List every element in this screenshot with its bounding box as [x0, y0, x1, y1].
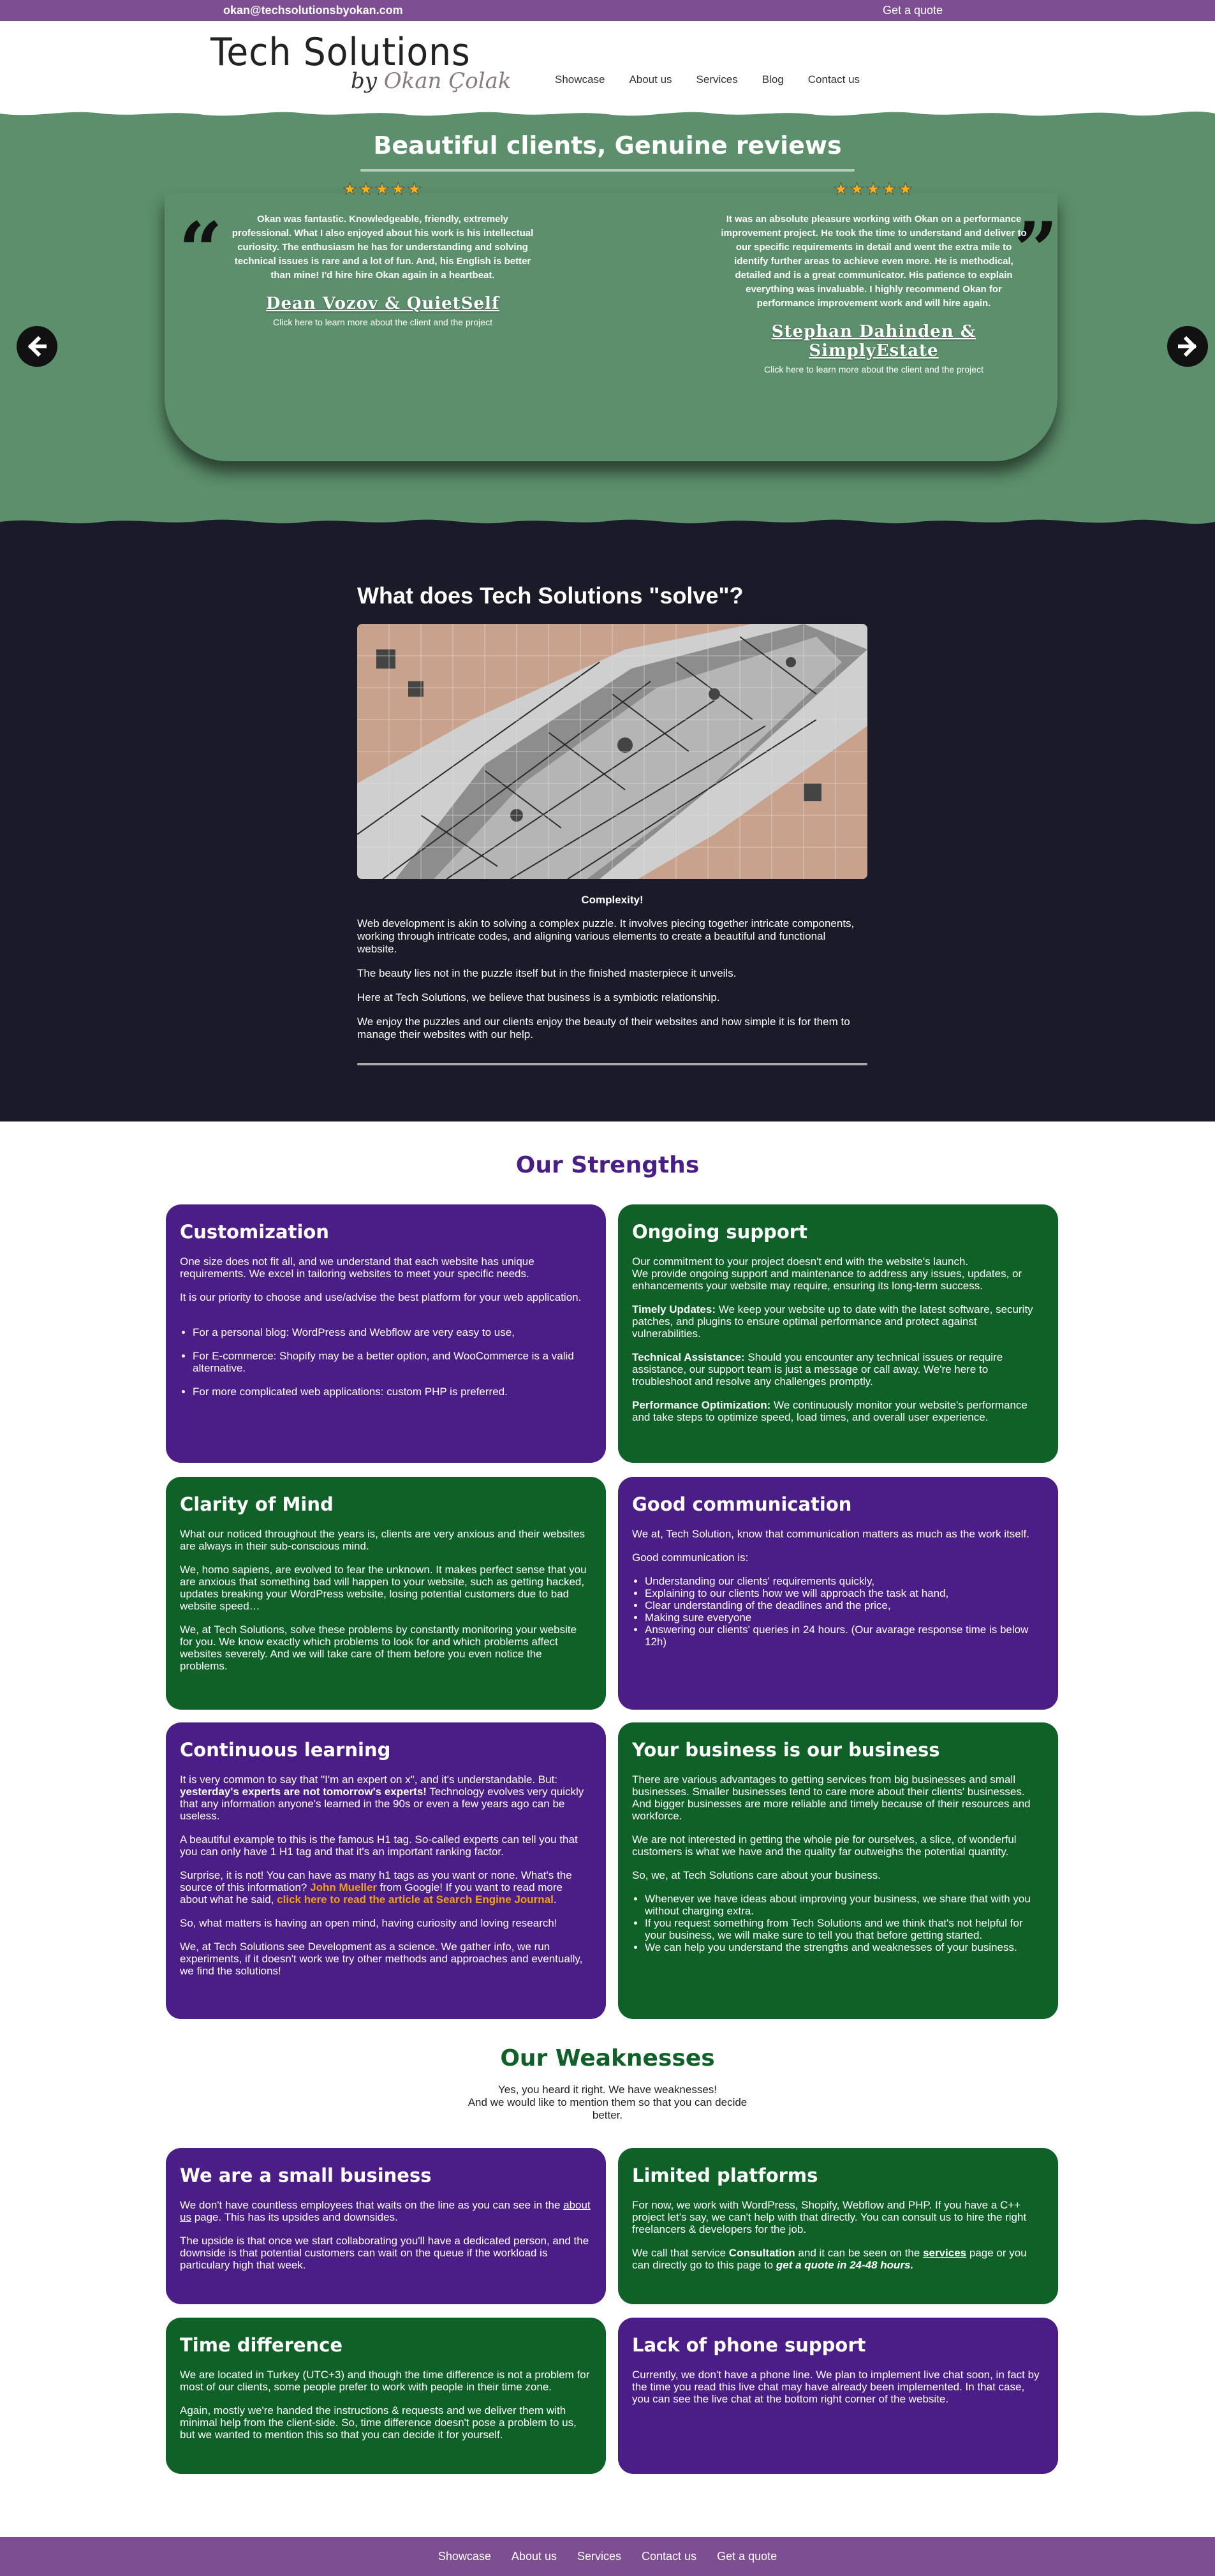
about-us-link-text: about us — [180, 2199, 591, 2223]
list-item: • If you request something from Tech Solutions and we think that's not helpful for your business, we will make sure to tell you that before getting started. — [645, 1917, 1044, 1941]
card-title: Time difference — [180, 2334, 343, 2356]
site-logo[interactable] — [210, 30, 512, 94]
review-more-link[interactable]: Click here to learn more about the client and the project — [764, 364, 983, 374]
nav-about-us[interactable]: About us — [629, 73, 672, 85]
card-title: Customization — [180, 1221, 329, 1243]
solve-section — [0, 535, 1215, 1121]
card-text: We are not interested in getting the whole pie for ourselves, a slice, of wonderful customers is what we have and the quality far outweighs the potential quantity. — [632, 1833, 1017, 1858]
weakness-card-time-difference — [166, 2318, 606, 2474]
services-link-text: services — [923, 2247, 967, 2259]
solve-paragraph: Here at Tech Solutions, we believe that business is a symbiotic relationship. — [357, 991, 720, 1003]
quote-page-link-text: get a quote in 24-48 hours. — [776, 2259, 914, 2271]
card-text: We are located in Turkey (UTC+3) and though the time difference is not a problem for most of our clients, some people prefer to work with people in their time zone. — [180, 2369, 590, 2393]
card-title: We are a small business — [180, 2165, 432, 2186]
open-quote-icon: “ — [179, 205, 223, 295]
star-rating-icon: ★★★★★ — [833, 179, 915, 198]
nav-contact-us[interactable]: Contact us — [807, 73, 860, 85]
close-quote-icon: ” — [1014, 205, 1059, 295]
quote-page-link[interactable] — [776, 2259, 913, 2271]
solve-body — [357, 917, 867, 1053]
card-text: Currently, we don't have a phone line. We plan to implement live chat soon, in fact by the time you read this live chat may have already been implemented. In that case, you can see the live chat at the bottom right corner of the website. — [632, 2369, 1040, 2405]
card-text — [180, 1869, 592, 1906]
card-title: Lack of phone support — [632, 2334, 866, 2356]
card-title: Ongoing support — [632, 1221, 807, 1243]
main-nav — [555, 73, 884, 86]
logo-author: Okan Çolak — [383, 68, 512, 94]
image-caption: Complexity! — [581, 894, 644, 906]
section-divider — [357, 1063, 867, 1065]
solve-title: What does Tech Solutions "solve"? — [357, 582, 744, 609]
card-text: Good communication is: — [632, 1551, 749, 1564]
strength-card-learning — [166, 1722, 606, 2019]
card-term: Timely Updates: — [632, 1303, 716, 1315]
card-text-part: and it can be seen on the — [795, 2247, 924, 2259]
strength-card-clarity — [166, 1477, 606, 1710]
card-text-part: Technology evolves very quickly that any information anyone's learned in the 90s or even a few years ago can be useless. — [180, 1786, 584, 1822]
review-card — [230, 179, 536, 327]
card-text: We at, Tech Solution, know that communication matters as much as the work itself. — [632, 1528, 1029, 1540]
card-text: So, we, at Tech Solutions care about your business. — [632, 1869, 881, 1881]
card-emphasis: Consultation — [728, 2247, 795, 2259]
solve-paragraph: The beauty lies not in the puzzle itself but in the finished masterpiece it unveils. — [357, 967, 737, 979]
card-text: For now, we work with WordPress, Shopify, Webflow and PHP. If you have a C++ project let's say, we can't help with that directly. You can consult us to hire the right freelancers & developers for the job. — [632, 2199, 1027, 2235]
john-mueller-link[interactable]: John Mueller — [310, 1881, 377, 1893]
card-title: Good communication — [632, 1493, 852, 1515]
card-description: We continuously monitor your website's performance and take steps to optimize speed, load times, and overall user experience. — [632, 1399, 1027, 1423]
card-text: There are various advantages to getting services from big businesses and small businesses. Smaller businesses tend to care more about their clients' businesses. And bigger businesses are more reliable and timely because of their resources and workforce. — [632, 1773, 1031, 1822]
card-title: Continuous learning — [180, 1739, 391, 1761]
card-text-part: Surprise, it is not! You can have as many h1 tags as you want or none. What's the source of this information? — [180, 1869, 572, 1893]
card-description: Should you encounter any technical issues or require assistance, our support team is just a message or call away. We're here to troubleshoot and resolve any challenges promptly. — [632, 1351, 1003, 1388]
subtitle-line: And we would like to mention them so that you can decide better. — [468, 2096, 747, 2121]
card-text-part: We call that service — [632, 2247, 729, 2259]
email-link[interactable]: okan@techsolutionsbyokan.com — [223, 4, 403, 17]
card-text: Again, mostly we're handed the instructions & requests and we deliver them with minimal help from the client-side. So, time difference doesn't pose a problem to us, but we wanted to mention this so that you can decide it for yourself. — [180, 2404, 577, 2441]
weakness-card-small-business — [166, 2148, 606, 2304]
strength-card-business — [618, 1722, 1058, 2019]
logo-by: by — [351, 68, 377, 94]
reviewer-name-link[interactable]: Dean Vozov & QuietSelf — [265, 294, 500, 313]
review-more-link[interactable]: Click here to learn more about the client and the project — [273, 317, 492, 327]
card-text: It is our priority to choose and use/advise the best platform for your web application. — [180, 1291, 582, 1303]
card-text — [632, 2247, 1044, 2271]
strengths-title: Our Strengths — [515, 1152, 700, 1178]
star-rating-icon: ★★★★★ — [342, 179, 423, 198]
header — [0, 21, 1215, 101]
review-text: Okan was fantastic. Knowledgeable, friendly, extremely professional. What I also enjoyed about his work is his intellectual curiosity. The enthusiasm he has for understanding and solving technical issues is rare and a lot of fun. And, his English is better than mine! I'd hire hire Okan again in a heartbeat. — [232, 214, 534, 281]
card-emphasis: yesterday's experts are not tomorrow's experts! — [180, 1786, 427, 1798]
list-item: • Clear understanding of the deadlines and the price, — [645, 1599, 1044, 1611]
card-text: What our noticed throughout the years is, clients are very anxious and their websites are always in their sub-conscious mind. — [180, 1528, 585, 1552]
title-divider — [360, 169, 855, 172]
nav-blog[interactable]: Blog — [762, 73, 784, 85]
logo-byline — [351, 68, 511, 94]
card-text: We, homo sapiens, are evolved to fear the unknown. It makes perfect sense that you are anxious that something bad will happen to your website, such as getting hacked, updates breaking your WordPress website, losing potential customers due to bad website speed… — [180, 1564, 587, 1612]
card-text-line: We provide ongoing support and maintenance to address any issues, updates, or enhancements your website may require, ensuring its long-term success. — [632, 1268, 1022, 1292]
card-text-part: page. This has its upsides and downsides. — [191, 2211, 398, 2223]
footer-quote-link[interactable]: Get a quote — [717, 2550, 777, 2563]
review-card — [721, 179, 1027, 374]
card-text: One size does not fit all, and we understand that each website has unique requirements. We excel in tailoring websites to meet your specific needs. — [180, 1255, 534, 1280]
reviewer-name-link[interactable]: Stephan Dahinden & SimplyEstate — [771, 322, 976, 360]
card-text — [632, 1255, 1044, 1292]
weaknesses-title: Our Weaknesses — [500, 2045, 715, 2071]
strength-card-support — [618, 1204, 1058, 1463]
card-title: Your business is our business — [632, 1739, 940, 1761]
strength-card-customization — [166, 1204, 606, 1463]
next-arrow-icon[interactable] — [1167, 326, 1208, 367]
strength-card-communication — [618, 1477, 1058, 1710]
review-text: It was an absolute pleasure working with Okan on a performance improvement project. He took the time to understand and deliver to our specific requirements in detail and went the extra mile to identify further areas to achieve even more. He is methodical, detailed and is a great communicator. His patience to explain everything was invaluable. I highly recommend Okan for performance improvement work and will hire again. — [721, 214, 1027, 309]
card-term: Technical Assistance: — [632, 1351, 745, 1363]
card-text-part: It is very common to say that "I'm an expert on x", and it's understandable. But: — [180, 1773, 558, 1786]
nav-showcase[interactable]: Showcase — [555, 73, 605, 85]
weakness-card-phone-support — [618, 2318, 1058, 2474]
card-title: Limited platforms — [632, 2165, 818, 2186]
reviews-title: Beautiful clients, Genuine reviews — [373, 131, 842, 159]
card-text — [180, 1773, 592, 1822]
business-list — [645, 1893, 1044, 1953]
footer-about-link[interactable]: About us — [511, 2550, 557, 2563]
top-bar — [0, 0, 1215, 21]
list-item: • For E-commerce: Shopify may be a better option, and WooCommerce is a valid alternative. — [193, 1350, 592, 1374]
footer-nav — [0, 2537, 1215, 2576]
card-text: The upside is that once we start collaborating you'll have a dedicated person, and the downside is that potential customers can wait on the queue if the workload is particulary high that week. — [180, 2235, 589, 2271]
card-text-part: page or you can directly go to this page to — [632, 2247, 1027, 2271]
solve-paragraph: We enjoy the puzzles and our clients enjoy the beauty of their websites and how simple it is for them to manage their websites with our help. — [357, 1016, 850, 1040]
get-quote-link[interactable]: Get a quote — [883, 4, 943, 17]
list-item: • Making sure everyone — [645, 1611, 1044, 1624]
card-text: We, at Tech Solutions see Development as a science. We gather info, we run experiments, if it doesn't work we try other methods and approaches and eventually, we find the solutions! — [180, 1941, 583, 1977]
search-engine-journal-link[interactable]: click here to read the article at Search Engine Journal — [277, 1893, 554, 1906]
solve-paragraph: Web development is akin to solving a complex puzzle. It involves piecing together intricate components, working through intricate codes, and aligning various elements to create a beautiful and functional website. — [357, 917, 855, 955]
card-text-part: from Google! If you want to read more about what he said, — [180, 1881, 563, 1906]
card-text: So, what matters is having an open mind, having curiosity and loving research! — [180, 1917, 557, 1929]
list-item: • We can help you understand the strengths and weaknesses of your business. — [645, 1941, 1044, 1953]
platform-list — [193, 1326, 592, 1398]
card-term: Performance Optimization: — [632, 1399, 771, 1411]
wave-divider-top — [0, 100, 1215, 125]
list-item: • Answering our clients' queries in 24 hours. (Our avarage response time is below 12h) — [645, 1624, 1044, 1648]
card-title: Clarity of Mind — [180, 1493, 334, 1515]
card-description: We keep your website up to date with the latest software, security patches, and plugins to ensure optimal performance and protect against vulnerabilities. — [632, 1303, 1033, 1340]
wave-divider-bottom — [0, 510, 1215, 536]
card-text: We, at Tech Solutions, solve these problems by constantly monitoring your website for you. We know exactly which problems to look for and which problems affect websites severely. And we will take care of them before you even notice the problems. — [180, 1624, 577, 1672]
logo-title: Tech Solutions — [210, 30, 471, 75]
footer-showcase-link[interactable]: Showcase — [438, 2550, 491, 2563]
nav-services[interactable]: Services — [696, 73, 738, 85]
card-text — [632, 1351, 1044, 1388]
list-item: • For a personal blog: WordPress and Webflow are very easy to use, — [193, 1326, 592, 1338]
list-item: • Understanding our clients' requirements quickly, — [645, 1575, 1044, 1587]
footer-contact-link[interactable]: Contact us — [642, 2550, 697, 2563]
list-item: • Whenever we have ideas about improving your business, we share that with you without charging extra. — [645, 1893, 1044, 1917]
card-text — [632, 1303, 1044, 1340]
card-text — [180, 2199, 592, 2223]
card-text: A beautiful example to this is the famous H1 tag. So-called experts can tell you that you can only have 1 H1 tag and that it's an important ranking factor. — [180, 1833, 578, 1858]
puzzle-image — [357, 624, 867, 879]
card-text-line: Our commitment to your project doesn't end with the website's launch. — [632, 1255, 969, 1268]
communication-list — [645, 1575, 1044, 1648]
subtitle-line: Yes, you heard it right. We have weaknesses! — [497, 2084, 718, 2096]
card-text-part: We don't have countless employees that waits on the line as you can see in the — [180, 2199, 564, 2211]
card-text — [632, 1399, 1044, 1423]
previous-arrow-icon[interactable] — [17, 326, 57, 367]
list-item: • Explaining to our clients how we will approach the task at hand, — [645, 1587, 1044, 1599]
list-item: • For more complicated web applications: custom PHP is preferred. — [193, 1386, 592, 1398]
services-link[interactable] — [923, 2247, 966, 2259]
reviews-section — [0, 101, 1215, 535]
footer-services-link[interactable]: Services — [577, 2550, 622, 2563]
card-text-part: . — [553, 1893, 557, 1906]
weaknesses-subtitle — [0, 2084, 1215, 2122]
weakness-card-limited-platforms — [618, 2148, 1058, 2304]
